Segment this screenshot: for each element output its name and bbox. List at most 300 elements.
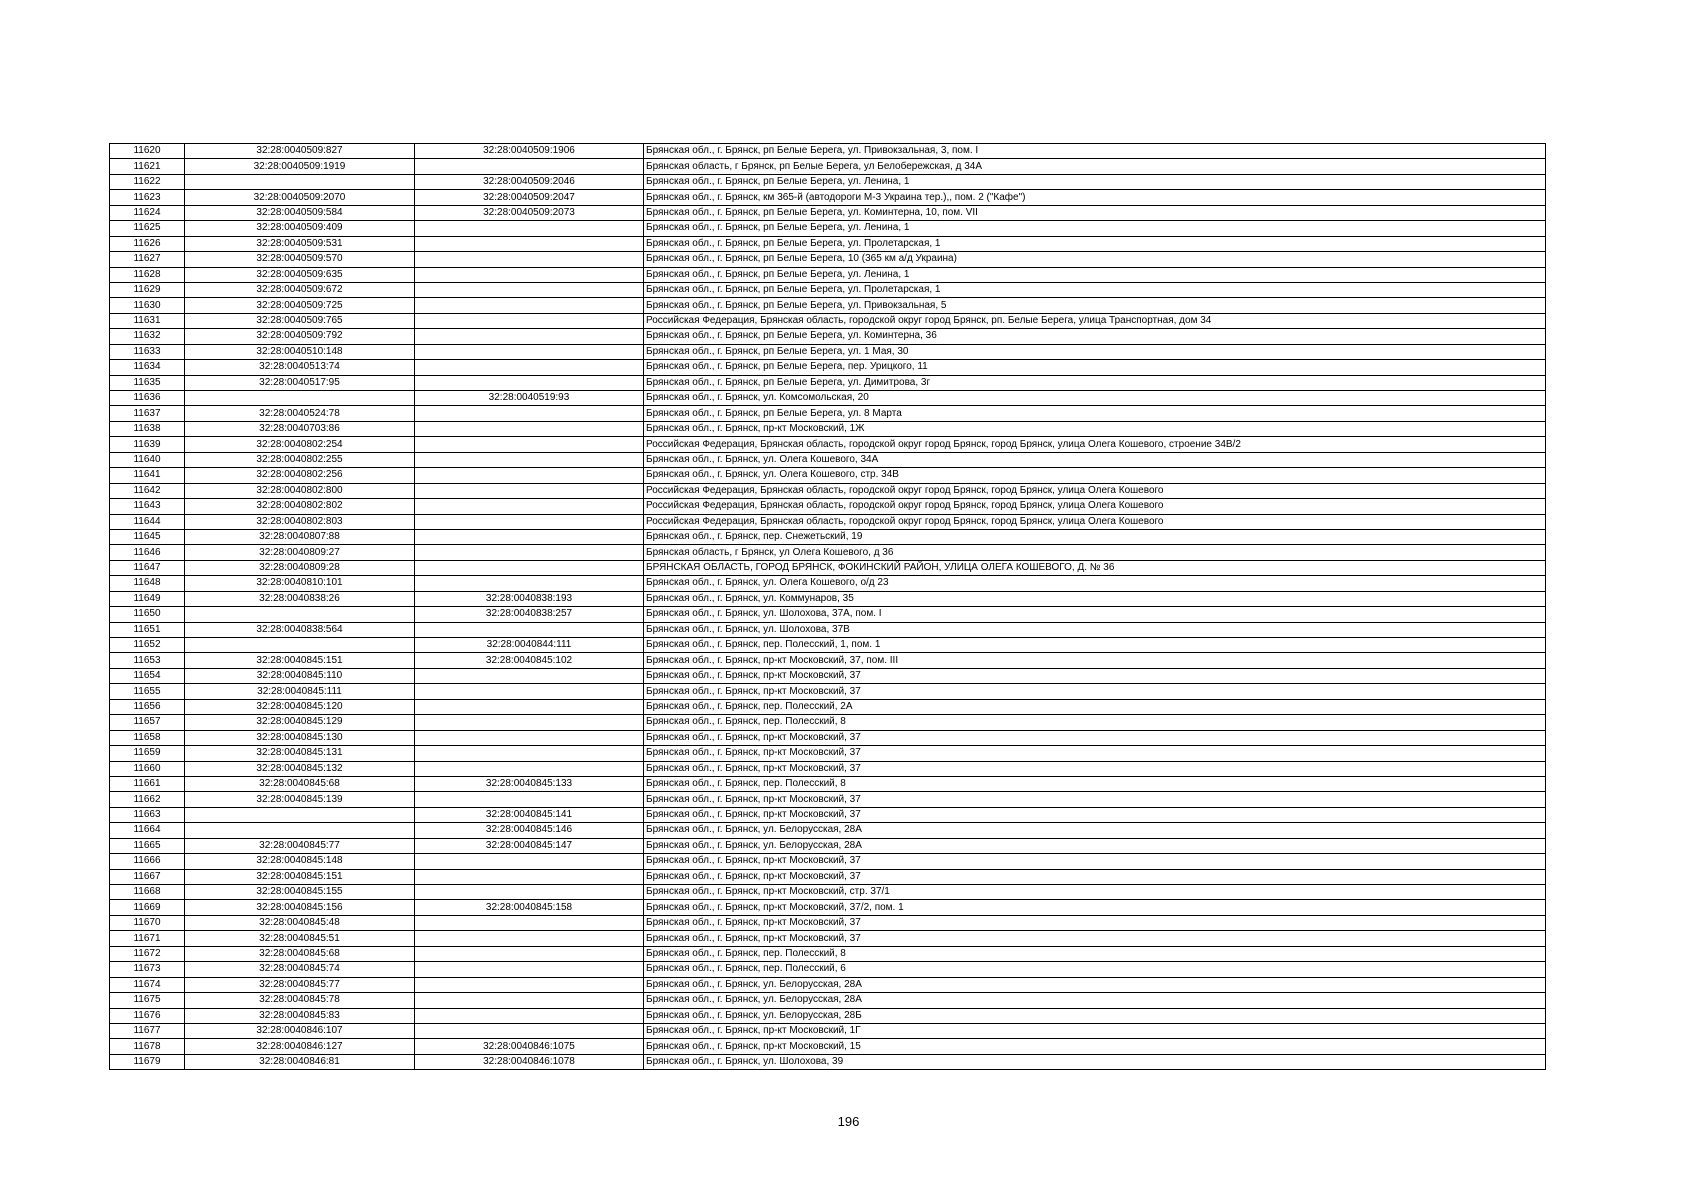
related-cadastral-number-cell — [415, 452, 644, 467]
row-number-cell: 11675 — [110, 993, 185, 1008]
table-row — [110, 252, 1546, 267]
row-number-cell: 11670 — [110, 915, 185, 930]
related-cadastral-number-cell — [415, 730, 644, 745]
row-number-cell: 11666 — [110, 854, 185, 869]
address-cell: Российская Федерация, Брянская область, городской округ город Брянск, город Брянск, улица Олега Кошевого — [644, 514, 1546, 529]
cadastral-number-cell: 32:28:0040802:256 — [185, 468, 415, 483]
row-number-cell: 11644 — [110, 514, 185, 529]
row-number-cell: 11622 — [110, 174, 185, 189]
cadastral-number-cell: 32:28:0040845:74 — [185, 962, 415, 977]
cadastral-number-cell: 32:28:0040809:28 — [185, 560, 415, 575]
cadastral-number-cell — [185, 823, 415, 838]
related-cadastral-number-cell — [415, 946, 644, 961]
cadastral-number-cell: 32:28:0040509:584 — [185, 205, 415, 220]
address-cell: Брянская обл., г. Брянск, пр-кт Московский, 37 — [644, 668, 1546, 683]
address-cell: Брянская обл., г. Брянск, ул. Шолохова, 39 — [644, 1054, 1546, 1069]
address-cell: Брянская обл., г. Брянск, ул. Олега Кошевого, 34А — [644, 452, 1546, 467]
cadastral-number-cell: 32:28:0040509:1919 — [185, 159, 415, 174]
related-cadastral-number-cell — [415, 329, 644, 344]
address-cell: Брянская обл., г. Брянск, пр-кт Московский, 37 — [644, 931, 1546, 946]
related-cadastral-number-cell: 32:28:0040509:2046 — [415, 174, 644, 189]
cadastral-number-cell: 32:28:0040509:827 — [185, 144, 415, 159]
address-cell: Брянская обл., г. Брянск, рп Белые Берега, 10 (365 км а/д Украина) — [644, 252, 1546, 267]
address-cell: Брянская обл., г. Брянск, пр-кт Московский, 37 — [644, 869, 1546, 884]
related-cadastral-number-cell: 32:28:0040509:1906 — [415, 144, 644, 159]
related-cadastral-number-cell — [415, 159, 644, 174]
related-cadastral-number-cell — [415, 406, 644, 421]
table-row — [110, 653, 1546, 668]
cadastral-number-cell — [185, 391, 415, 406]
table-row — [110, 421, 1546, 436]
table-row — [110, 529, 1546, 544]
table-row — [110, 1039, 1546, 1054]
related-cadastral-number-cell: 32:28:0040844:111 — [415, 638, 644, 653]
related-cadastral-number-cell — [415, 529, 644, 544]
related-cadastral-number-cell — [415, 576, 644, 591]
related-cadastral-number-cell — [415, 499, 644, 514]
address-cell: Брянская обл., г. Брянск, ул. Шолохова, 37А, пом. I — [644, 607, 1546, 622]
row-number-cell: 11623 — [110, 190, 185, 205]
table-row — [110, 452, 1546, 467]
registry-table-body — [110, 144, 1546, 1070]
row-number-cell: 11662 — [110, 792, 185, 807]
row-number-cell: 11657 — [110, 715, 185, 730]
row-number-cell: 11651 — [110, 622, 185, 637]
address-cell: Брянская обл., г. Брянск, пер. Полесский, 6 — [644, 962, 1546, 977]
row-number-cell: 11654 — [110, 668, 185, 683]
cadastral-number-cell: 32:28:0040845:78 — [185, 993, 415, 1008]
table-row — [110, 576, 1546, 591]
row-number-cell: 11630 — [110, 298, 185, 313]
cadastral-number-cell: 32:28:0040845:148 — [185, 854, 415, 869]
table-row — [110, 483, 1546, 498]
table-row — [110, 885, 1546, 900]
row-number-cell: 11624 — [110, 205, 185, 220]
address-cell: Брянская обл., г. Брянск, пр-кт Московский, 1Г — [644, 1023, 1546, 1038]
related-cadastral-number-cell — [415, 267, 644, 282]
table-row — [110, 730, 1546, 745]
row-number-cell: 11656 — [110, 699, 185, 714]
related-cadastral-number-cell: 32:28:0040845:102 — [415, 653, 644, 668]
related-cadastral-number-cell: 32:28:0040519:93 — [415, 391, 644, 406]
related-cadastral-number-cell — [415, 236, 644, 251]
table-row — [110, 236, 1546, 251]
related-cadastral-number-cell: 32:28:0040838:257 — [415, 607, 644, 622]
table-row — [110, 977, 1546, 992]
cadastral-number-cell: 32:28:0040845:68 — [185, 776, 415, 791]
row-number-cell: 11669 — [110, 900, 185, 915]
row-number-cell: 11664 — [110, 823, 185, 838]
related-cadastral-number-cell — [415, 421, 644, 436]
address-cell: Брянская обл., г. Брянск, пр-кт Московский, 37 — [644, 761, 1546, 776]
cadastral-number-cell: 32:28:0040845:51 — [185, 931, 415, 946]
table-row — [110, 962, 1546, 977]
cadastral-number-cell: 32:28:0040703:86 — [185, 421, 415, 436]
related-cadastral-number-cell — [415, 514, 644, 529]
related-cadastral-number-cell — [415, 468, 644, 483]
row-number-cell: 11677 — [110, 1023, 185, 1038]
cadastral-number-cell: 32:28:0040802:255 — [185, 452, 415, 467]
table-row — [110, 591, 1546, 606]
related-cadastral-number-cell — [415, 313, 644, 328]
related-cadastral-number-cell — [415, 715, 644, 730]
table-row — [110, 282, 1546, 297]
cadastral-number-cell: 32:28:0040845:68 — [185, 946, 415, 961]
cadastral-number-cell: 32:28:0040845:151 — [185, 869, 415, 884]
address-cell: Брянская обл., г. Брянск, пр-кт Московский, 37, пом. III — [644, 653, 1546, 668]
cadastral-number-cell: 32:28:0040524:78 — [185, 406, 415, 421]
address-cell: Брянская обл., г. Брянск, ул. Шолохова, 37В — [644, 622, 1546, 637]
address-cell: Брянская обл., г. Брянск, ул. Белорусская, 28Б — [644, 1008, 1546, 1023]
table-row — [110, 792, 1546, 807]
cadastral-number-cell — [185, 807, 415, 822]
cadastral-number-cell: 32:28:0040509:765 — [185, 313, 415, 328]
cadastral-number-cell: 32:28:0040509:531 — [185, 236, 415, 251]
row-number-cell: 11665 — [110, 838, 185, 853]
row-number-cell: 11678 — [110, 1039, 185, 1054]
table-row — [110, 221, 1546, 236]
table-row — [110, 699, 1546, 714]
table-row — [110, 823, 1546, 838]
table-row — [110, 1054, 1546, 1069]
row-number-cell: 11663 — [110, 807, 185, 822]
table-row — [110, 329, 1546, 344]
address-cell: Брянская обл., г. Брянск, ул. Белорусская, 28А — [644, 977, 1546, 992]
address-cell: Брянская обл., г. Брянск, ул. Комсомольская, 20 — [644, 391, 1546, 406]
row-number-cell: 11626 — [110, 236, 185, 251]
row-number-cell: 11674 — [110, 977, 185, 992]
row-number-cell: 11627 — [110, 252, 185, 267]
related-cadastral-number-cell — [415, 993, 644, 1008]
row-number-cell: 11634 — [110, 360, 185, 375]
cadastral-number-cell: 32:28:0040513:74 — [185, 360, 415, 375]
address-cell: Российская Федерация, Брянская область, городской округ город Брянск, город Брянск, улица Олега Кошевого, строение 34В/2 — [644, 437, 1546, 452]
row-number-cell: 11635 — [110, 375, 185, 390]
row-number-cell: 11649 — [110, 591, 185, 606]
address-cell: Брянская обл., г. Брянск, ул. Олега Кошевого, о/д 23 — [644, 576, 1546, 591]
address-cell: Брянская обл., г. Брянск, пр-кт Московский, стр. 37/1 — [644, 885, 1546, 900]
address-cell: Брянская обл., г. Брянск, пр-кт Московский, 1Ж — [644, 421, 1546, 436]
address-cell: Брянская обл., г. Брянск, пр-кт Московский, 37 — [644, 807, 1546, 822]
row-number-cell: 11658 — [110, 730, 185, 745]
table-row — [110, 298, 1546, 313]
table-row — [110, 437, 1546, 452]
table-row — [110, 715, 1546, 730]
cadastral-number-cell: 32:28:0040517:95 — [185, 375, 415, 390]
table-row — [110, 900, 1546, 915]
row-number-cell: 11652 — [110, 638, 185, 653]
address-cell: Брянская обл., г. Брянск, рп Белые Берега, ул. Пролетарская, 1 — [644, 236, 1546, 251]
related-cadastral-number-cell — [415, 931, 644, 946]
cadastral-number-cell: 32:28:0040846:107 — [185, 1023, 415, 1038]
related-cadastral-number-cell: 32:28:0040845:133 — [415, 776, 644, 791]
address-cell: Брянская обл., г. Брянск, рп Белые Берега, ул. Коминтерна, 36 — [644, 329, 1546, 344]
related-cadastral-number-cell — [415, 885, 644, 900]
cadastral-number-cell: 32:28:0040838:564 — [185, 622, 415, 637]
related-cadastral-number-cell — [415, 668, 644, 683]
address-cell: Брянская обл., г. Брянск, км 365-й (автодороги М-3 Украина тер.),, пом. 2 ("Кафе") — [644, 190, 1546, 205]
row-number-cell: 11650 — [110, 607, 185, 622]
address-cell: Брянская обл., г. Брянск, рп Белые Берега, ул. Привокзальная, 3, пом. I — [644, 144, 1546, 159]
row-number-cell: 11667 — [110, 869, 185, 884]
cadastral-number-cell: 32:28:0040509:725 — [185, 298, 415, 313]
row-number-cell: 11672 — [110, 946, 185, 961]
address-cell: Брянская обл., г. Брянск, рп Белые Берега, ул. Пролетарская, 1 — [644, 282, 1546, 297]
row-number-cell: 11673 — [110, 962, 185, 977]
related-cadastral-number-cell: 32:28:0040845:147 — [415, 838, 644, 853]
address-cell: Брянская обл., г. Брянск, пер. Полесский, 8 — [644, 715, 1546, 730]
related-cadastral-number-cell: 32:28:0040845:158 — [415, 900, 644, 915]
table-row — [110, 375, 1546, 390]
cadastral-number-cell — [185, 638, 415, 653]
address-cell: Российская Федерация, Брянская область, городской округ город Брянск, рп. Белые Берега, улица Транспортная, дом 34 — [644, 313, 1546, 328]
table-row — [110, 869, 1546, 884]
table-row — [110, 499, 1546, 514]
related-cadastral-number-cell: 32:28:0040838:193 — [415, 591, 644, 606]
cadastral-number-cell: 32:28:0040845:120 — [185, 699, 415, 714]
related-cadastral-number-cell — [415, 869, 644, 884]
address-cell: Брянская обл., г. Брянск, рп Белые Берега, ул. Привокзальная, 5 — [644, 298, 1546, 313]
address-cell: Брянская обл., г. Брянск, рп Белые Берега, ул. Ленина, 1 — [644, 221, 1546, 236]
address-cell: Брянская область, г Брянск, ул Олега Кошевого, д 36 — [644, 545, 1546, 560]
row-number-cell: 11628 — [110, 267, 185, 282]
table-row — [110, 1023, 1546, 1038]
related-cadastral-number-cell — [415, 545, 644, 560]
related-cadastral-number-cell — [415, 915, 644, 930]
row-number-cell: 11660 — [110, 761, 185, 776]
table-row — [110, 1008, 1546, 1023]
address-cell: Брянская обл., г. Брянск, ул. Коммунаров, 35 — [644, 591, 1546, 606]
related-cadastral-number-cell — [415, 560, 644, 575]
table-row — [110, 946, 1546, 961]
related-cadastral-number-cell — [415, 962, 644, 977]
row-number-cell: 11621 — [110, 159, 185, 174]
table-row — [110, 545, 1546, 560]
address-cell: Брянская обл., г. Брянск, пр-кт Московский, 37 — [644, 684, 1546, 699]
related-cadastral-number-cell — [415, 360, 644, 375]
row-number-cell: 11671 — [110, 931, 185, 946]
cadastral-number-cell: 32:28:0040838:26 — [185, 591, 415, 606]
row-number-cell: 11632 — [110, 329, 185, 344]
address-cell: Брянская обл., г. Брянск, пр-кт Московский, 37 — [644, 730, 1546, 745]
table-row — [110, 638, 1546, 653]
address-cell: Российская Федерация, Брянская область, городской округ город Брянск, город Брянск, улица Олега Кошевого — [644, 483, 1546, 498]
address-cell: Брянская обл., г. Брянск, рп Белые Берега, ул. 8 Марта — [644, 406, 1546, 421]
related-cadastral-number-cell — [415, 252, 644, 267]
cadastral-number-cell: 32:28:0040807:88 — [185, 529, 415, 544]
table-row — [110, 776, 1546, 791]
table-row — [110, 159, 1546, 174]
row-number-cell: 11668 — [110, 885, 185, 900]
related-cadastral-number-cell — [415, 221, 644, 236]
table-row — [110, 807, 1546, 822]
address-cell: Брянская обл., г. Брянск, пр-кт Московский, 37 — [644, 792, 1546, 807]
row-number-cell: 11633 — [110, 344, 185, 359]
row-number-cell: 11639 — [110, 437, 185, 452]
row-number-cell: 11646 — [110, 545, 185, 560]
related-cadastral-number-cell: 32:28:0040509:2073 — [415, 205, 644, 220]
related-cadastral-number-cell — [415, 792, 644, 807]
table-row — [110, 190, 1546, 205]
related-cadastral-number-cell — [415, 622, 644, 637]
table-row — [110, 468, 1546, 483]
cadastral-number-cell: 32:28:0040802:800 — [185, 483, 415, 498]
table-row — [110, 391, 1546, 406]
cadastral-number-cell: 32:28:0040509:409 — [185, 221, 415, 236]
related-cadastral-number-cell — [415, 854, 644, 869]
table-row — [110, 267, 1546, 282]
cadastral-number-cell: 32:28:0040846:127 — [185, 1039, 415, 1054]
related-cadastral-number-cell — [415, 977, 644, 992]
table-row — [110, 668, 1546, 683]
page-number: 196 — [837, 1114, 860, 1129]
cadastral-number-cell: 32:28:0040510:148 — [185, 344, 415, 359]
table-row — [110, 560, 1546, 575]
address-cell: Брянская обл., г. Брянск, ул. Белорусская, 28А — [644, 993, 1546, 1008]
related-cadastral-number-cell — [415, 375, 644, 390]
row-number-cell: 11661 — [110, 776, 185, 791]
table-row — [110, 344, 1546, 359]
address-cell: Брянская обл., г. Брянск, пр-кт Московский, 15 — [644, 1039, 1546, 1054]
row-number-cell: 11642 — [110, 483, 185, 498]
related-cadastral-number-cell — [415, 298, 644, 313]
address-cell: Брянская обл., г. Брянск, пр-кт Московский, 37 — [644, 854, 1546, 869]
row-number-cell: 11620 — [110, 144, 185, 159]
address-cell: Брянская область, г Брянск, рп Белые Берега, ул Белобережская, д 34А — [644, 159, 1546, 174]
table-row — [110, 144, 1546, 159]
cadastral-number-cell: 32:28:0040809:27 — [185, 545, 415, 560]
related-cadastral-number-cell: 32:28:0040845:146 — [415, 823, 644, 838]
cadastral-number-cell: 32:28:0040802:254 — [185, 437, 415, 452]
related-cadastral-number-cell — [415, 746, 644, 761]
row-number-cell: 11631 — [110, 313, 185, 328]
related-cadastral-number-cell — [415, 1008, 644, 1023]
table-row — [110, 406, 1546, 421]
address-cell: Брянская обл., г. Брянск, пер. Полесский, 2А — [644, 699, 1546, 714]
cadastral-number-cell — [185, 607, 415, 622]
table-row — [110, 854, 1546, 869]
cadastral-number-cell: 32:28:0040845:139 — [185, 792, 415, 807]
table-row — [110, 684, 1546, 699]
address-cell: Брянская обл., г. Брянск, ул. Белорусская, 28А — [644, 823, 1546, 838]
cadastral-number-cell: 32:28:0040509:570 — [185, 252, 415, 267]
cadastral-number-cell: 32:28:0040845:130 — [185, 730, 415, 745]
address-cell: Брянская обл., г. Брянск, пер. Снежетьский, 19 — [644, 529, 1546, 544]
table-row — [110, 205, 1546, 220]
address-cell: Брянская обл., г. Брянск, пр-кт Московский, 37 — [644, 915, 1546, 930]
row-number-cell: 11629 — [110, 282, 185, 297]
row-number-cell: 11636 — [110, 391, 185, 406]
address-cell: БРЯНСКАЯ ОБЛАСТЬ, ГОРОД БРЯНСК, ФОКИНСКИЙ РАЙОН, УЛИЦА ОЛЕГА КОШЕВОГО, Д. № 36 — [644, 560, 1546, 575]
related-cadastral-number-cell — [415, 344, 644, 359]
cadastral-number-cell: 32:28:0040509:635 — [185, 267, 415, 282]
cadastral-number-cell: 32:28:0040802:803 — [185, 514, 415, 529]
address-cell: Брянская обл., г. Брянск, рп Белые Берега, ул. 1 Мая, 30 — [644, 344, 1546, 359]
address-cell: Брянская обл., г. Брянск, ул. Белорусская, 28А — [644, 838, 1546, 853]
related-cadastral-number-cell — [415, 437, 644, 452]
cadastral-number-cell: 32:28:0040509:792 — [185, 329, 415, 344]
table-row — [110, 174, 1546, 189]
row-number-cell: 11648 — [110, 576, 185, 591]
row-number-cell: 11641 — [110, 468, 185, 483]
cadastral-number-cell: 32:28:0040845:48 — [185, 915, 415, 930]
related-cadastral-number-cell — [415, 1023, 644, 1038]
table-row — [110, 607, 1546, 622]
row-number-cell: 11640 — [110, 452, 185, 467]
cadastral-number-cell: 32:28:0040845:155 — [185, 885, 415, 900]
cadastral-number-cell: 32:28:0040845:131 — [185, 746, 415, 761]
related-cadastral-number-cell — [415, 282, 644, 297]
related-cadastral-number-cell — [415, 761, 644, 776]
cadastral-number-cell: 32:28:0040845:129 — [185, 715, 415, 730]
address-cell: Брянская обл., г. Брянск, пр-кт Московский, 37/2, пом. 1 — [644, 900, 1546, 915]
cadastral-number-cell: 32:28:0040845:77 — [185, 977, 415, 992]
cadastral-number-cell: 32:28:0040810:101 — [185, 576, 415, 591]
cadastral-number-cell — [185, 174, 415, 189]
table-row — [110, 931, 1546, 946]
table-row — [110, 838, 1546, 853]
row-number-cell: 11659 — [110, 746, 185, 761]
cadastral-number-cell: 32:28:0040845:151 — [185, 653, 415, 668]
related-cadastral-number-cell: 32:28:0040846:1078 — [415, 1054, 644, 1069]
address-cell: Брянская обл., г. Брянск, пер. Полесский, 8 — [644, 946, 1546, 961]
row-number-cell: 11643 — [110, 499, 185, 514]
row-number-cell: 11653 — [110, 653, 185, 668]
cadastral-number-cell: 32:28:0040845:83 — [185, 1008, 415, 1023]
address-cell: Брянская обл., г. Брянск, рп Белые Берега, ул. Димитрова, 3г — [644, 375, 1546, 390]
address-cell: Брянская обл., г. Брянск, ул. Олега Кошевого, стр. 34В — [644, 468, 1546, 483]
cadastral-number-cell: 32:28:0040845:132 — [185, 761, 415, 776]
cadastral-number-cell: 32:28:0040845:156 — [185, 900, 415, 915]
related-cadastral-number-cell: 32:28:0040509:2047 — [415, 190, 644, 205]
cadastral-number-cell: 32:28:0040845:111 — [185, 684, 415, 699]
address-cell: Брянская обл., г. Брянск, рп Белые Берега, ул. Коминтерна, 10, пом. VII — [644, 205, 1546, 220]
related-cadastral-number-cell — [415, 684, 644, 699]
row-number-cell: 11638 — [110, 421, 185, 436]
address-cell: Брянская обл., г. Брянск, пр-кт Московский, 37 — [644, 746, 1546, 761]
row-number-cell: 11679 — [110, 1054, 185, 1069]
table-row — [110, 915, 1546, 930]
address-cell: Брянская обл., г. Брянск, пер. Полесский, 8 — [644, 776, 1546, 791]
row-number-cell: 11645 — [110, 529, 185, 544]
row-number-cell: 11676 — [110, 1008, 185, 1023]
address-cell: Брянская обл., г. Брянск, рп Белые Берега, пер. Урицкого, 11 — [644, 360, 1546, 375]
related-cadastral-number-cell — [415, 699, 644, 714]
table-row — [110, 313, 1546, 328]
address-cell: Брянская обл., г. Брянск, рп Белые Берега, ул. Ленина, 1 — [644, 267, 1546, 282]
address-cell: Брянская обл., г. Брянск, пер. Полесский, 1, пом. 1 — [644, 638, 1546, 653]
row-number-cell: 11647 — [110, 560, 185, 575]
table-row — [110, 993, 1546, 1008]
address-cell: Российская Федерация, Брянская область, городской округ город Брянск, город Брянск, улица Олега Кошевого — [644, 499, 1546, 514]
cadastral-number-cell: 32:28:0040509:672 — [185, 282, 415, 297]
row-number-cell: 11637 — [110, 406, 185, 421]
table-row — [110, 761, 1546, 776]
cadastral-number-cell: 32:28:0040802:802 — [185, 499, 415, 514]
table-row — [110, 360, 1546, 375]
row-number-cell: 11625 — [110, 221, 185, 236]
cadastral-number-cell: 32:28:0040846:81 — [185, 1054, 415, 1069]
table-row — [110, 746, 1546, 761]
cadastral-number-cell: 32:28:0040845:110 — [185, 668, 415, 683]
address-cell: Брянская обл., г. Брянск, рп Белые Берега, ул. Ленина, 1 — [644, 174, 1546, 189]
related-cadastral-number-cell — [415, 483, 644, 498]
cadastral-number-cell: 32:28:0040845:77 — [185, 838, 415, 853]
table-row — [110, 514, 1546, 529]
row-number-cell: 11655 — [110, 684, 185, 699]
cadastral-number-cell: 32:28:0040509:2070 — [185, 190, 415, 205]
registry-table — [109, 143, 1546, 1070]
